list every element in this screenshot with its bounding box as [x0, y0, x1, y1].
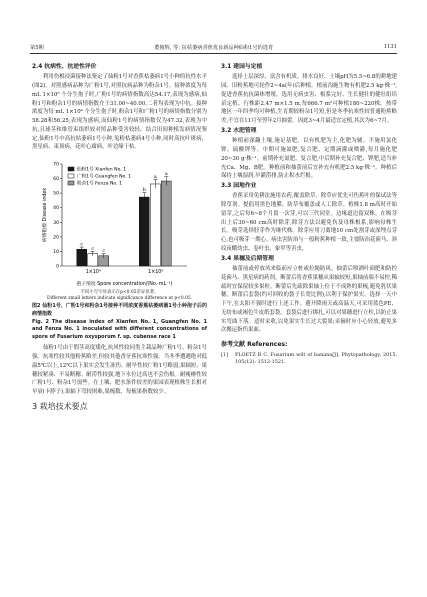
running-header — [30, 44, 397, 54]
figure-caption-zh: 图2 仙粉1号、广粉1号和粉杂1号接种不同浓度香蕉枯萎病菌1号小种孢子后的病情指数 — [32, 303, 207, 318]
y-tick-label: 10 — [53, 250, 59, 256]
y-tick-label: 60 — [53, 177, 59, 183]
significance-letter: a — [164, 172, 168, 178]
section-2-4-paragraph-2: 仙粉1号由于假茎高度矮化,抗风性较同类主栽品种广粉1号、粉杂1号强。抗寒性较其他粉蕉略差,但较其他香牙蕉抗寒性强。当冬季遭遇绝对低温5℃以上,12℃以下果实会发生冻伤。耐旱性较广粉1号略弱,果轴短、果穗较紧凑、不易断穗。耐涝性较强,地下水位过高也不会伤根。耐瘦瘠性较广粉1号、粉杂1号弱些。在土壤、肥水条件较差的果园表现植株生长相对早衰(卡脖子),果轴下弯较困难,果梳数、每梳果指数较少。 — [32, 345, 207, 396]
legend-swatch — [68, 174, 74, 178]
x-tick-label: 1×10⁶ — [148, 270, 164, 276]
section-3-1-heading: 3.1 建园与定植 — [221, 64, 263, 70]
references-list — [221, 352, 397, 367]
significance-letter: b — [142, 188, 146, 194]
reference-number: [1] — [221, 351, 228, 358]
x-axis-label: 孢子浓度 Spore concentration/(No.·mL⁻¹) — [76, 282, 173, 288]
section-3-2-paragraph: 种植前深翻土壤,施足基肥。以有机肥为主,化肥为辅。不施用氯化钾、硫酸钾等。中期可施氮肥,复合肥、定期滴灌或喷灌,每月施化肥20~30 g·株⁻¹。前期补充氮肥、复合肥,中后期补充复合肥、钾肥,适当补充Ca、Mg、B肥。种植前和抽蕾前后宜补充有机肥2.5 kg·株⁻¹。种植后保持土壤湿润,旱灌涝排,防止积水烂根。 — [221, 138, 397, 180]
significance-letter: c — [80, 242, 84, 248]
section-3-2-heading: 3.2 水肥管理 — [221, 127, 257, 134]
section-2-4-paragraph-1: 利用伤根浸菌接种法鉴定了仙粉1号对香蕉枯萎病1号小种的抗性水平(图2)。对照感病品种为广粉1号,对照抗病品种为粉杂1号。接种浓度为每 mL 1×10⁶ 个分生孢子时,广粉1号的病情指数高达54.17,表现为感病,仙粉1号和粉杂1号的病情指数介于31.00~40.00,二者均表现为中抗。接种浓度为每 mL 1×10⁴ 个分生孢子时,粉杂1号和广粉1号的病情指数分别为58.28和56.25,表现为感病,而仙粉1号的病情指数仅为47.32,表现为中抗,且球茎和维管束组织较对照品种受害较轻。结合田间种植发病情况鉴定,仙粉1号中高抗枯萎病1号小种,兔粉枯萎病4号小种,同时高抗叶斑病、黑星病、束顶病、花叶心腐病、叶边缘干枯。 — [32, 74, 207, 151]
legend-swatch — [68, 167, 74, 171]
section-2-4-heading: 2.4 抗病性、抗逆性评价 — [32, 64, 97, 70]
section-3-3-paragraph: 香蕉采用免耕法施用农药,覆盖除草。除草应优先可伤蕉叶的保试法等除草剂。提倡用黑色地膜、防草布覆盖或人工除草。植株1.8 m高时开始留芽,之后每6~8个月留一次芽,可以三代同堂。边缘道边留双株。在吸芽出土后30~60 cm高时除芽,除芽方法以避免伤及母株根系,影响母株生长。吸芽选择胫芽作为继代株。除芽应用刀离地10 cm处割芽或深埋点芽心,也可吸芽一期心。病虫害防治与一般粉蕉种植一致,主要防治花蓟马、斜纹夜蛾幼虫、卷叶虫、象甲等害虫。 — [221, 193, 397, 252]
y-tick-label: 50 — [53, 191, 59, 197]
figure-caption-en: Fig. 2 The disease index of Xianfen No. 1, Guangfen No. 1 and Fenza No. 1 inoculated with different concentrations of spore of Fusarium oxysporum f. sp. cubense race 1 — [32, 318, 207, 340]
legend-label: 广粉1号 Guangfen No. 1 — [77, 174, 132, 180]
section-3-4-paragraph: 抽蕾前或停放风来临前应立桩或拉绳防风。抽蕾后喷洒叶面肥和防控花蓟马、黑星病的药剂。断蕾后将香蕉果穗从果轴较短,果轴前端不易控,稀疏时宜保留较多果粒。断蕾后先疏除果轴上位于不成熟的果梳,避免乳状果穗。断蕾后套袋(约可回收的袋子长宽比例),以利于保护果实。选择一天中下午,在太阳不强时进行上述工作。避开降雨天或高温天,可采用蓝色PE、无纺布或褐色牛皮纸套袋。套袋后进行绑扎,可以对果穗进行立柱,以防止果实弯曲下落。适时采收,以免果实生长过大裂果;采摘时应小心轻放,避免多次搬运指伤果面。 — [221, 266, 397, 334]
section-3-1-paragraph: 选择土层深厚、富含有机质、排水良好、土壤pH为5.5~6.8的耕地建园。旧粉蕉地可轮作2~4a(年)后种植。植前沟施生物有机肥2.5 kg·株⁻¹,促进香蕉抗抗菌体增殖。选用无病虫害、根系完好、生长健壮的健壮组培苗定植。行株距2.47 m×1.5 m,每666.7 m²可种植180~220株。热带地区一年四季均可种植,生育期较粉杂1号短,但是冬季抗寒性较普通粉蕉略差,不宜在11月至翌年2月抽蕾。因此3~4月最适宜定植,其次为6~7月。 — [221, 74, 397, 125]
legend-swatch — [68, 181, 74, 185]
section-3-4-heading: 3.4 果穗及后期管理 — [221, 255, 274, 262]
significance-letter: c — [91, 247, 95, 253]
page-number: 1131 — [383, 44, 397, 50]
figure-note-en: Different small letters indicate significance difference at p<0.05. — [46, 296, 193, 302]
issue-number: 第5期 — [30, 45, 44, 51]
reference-item — [221, 352, 397, 367]
y-tick-label: 0 — [56, 264, 59, 270]
significance-letter: a — [153, 175, 157, 181]
y-tick-label: 40 — [53, 206, 59, 212]
bar — [139, 197, 149, 266]
reference-text: PLOETZ R C. Fusarium wilt of banana[J]. Phytopathology, 2015, 105(12): 1512-1521. — [235, 351, 397, 366]
references-heading: 参考文献 References: — [221, 341, 288, 349]
y-tick-label: 20 — [53, 235, 59, 241]
right-column — [221, 62, 397, 367]
figure-2 — [32, 156, 207, 288]
y-axis-label: 病情指数 Disease index — [43, 188, 48, 243]
y-tick-label: 30 — [53, 220, 59, 226]
bar — [77, 249, 87, 266]
bar — [161, 181, 171, 266]
legend-label: 仙粉1号 Xianfen No. 1 — [77, 167, 127, 173]
section-3-3-heading: 3.3 园地作业 — [221, 183, 257, 190]
running-title: 董俊辉, 等: 抗枯萎病香蕉优良新品种仙粉1号的选育 — [154, 45, 274, 51]
disease-index-bar-chart — [32, 156, 207, 288]
section-3-heading: 3 栽培技术要点 — [32, 401, 88, 411]
significance-letter: c — [102, 249, 106, 255]
figure-note-zh: 不同小写字母表示在p<0.05差异显著。 — [80, 290, 159, 296]
y-tick-label: 70 — [53, 162, 59, 168]
x-tick-label: 1×10⁴ — [85, 270, 101, 276]
left-column — [32, 62, 207, 415]
legend-label: 粉杂1号 Fenza No. 1 — [77, 181, 122, 187]
bar — [150, 184, 160, 266]
